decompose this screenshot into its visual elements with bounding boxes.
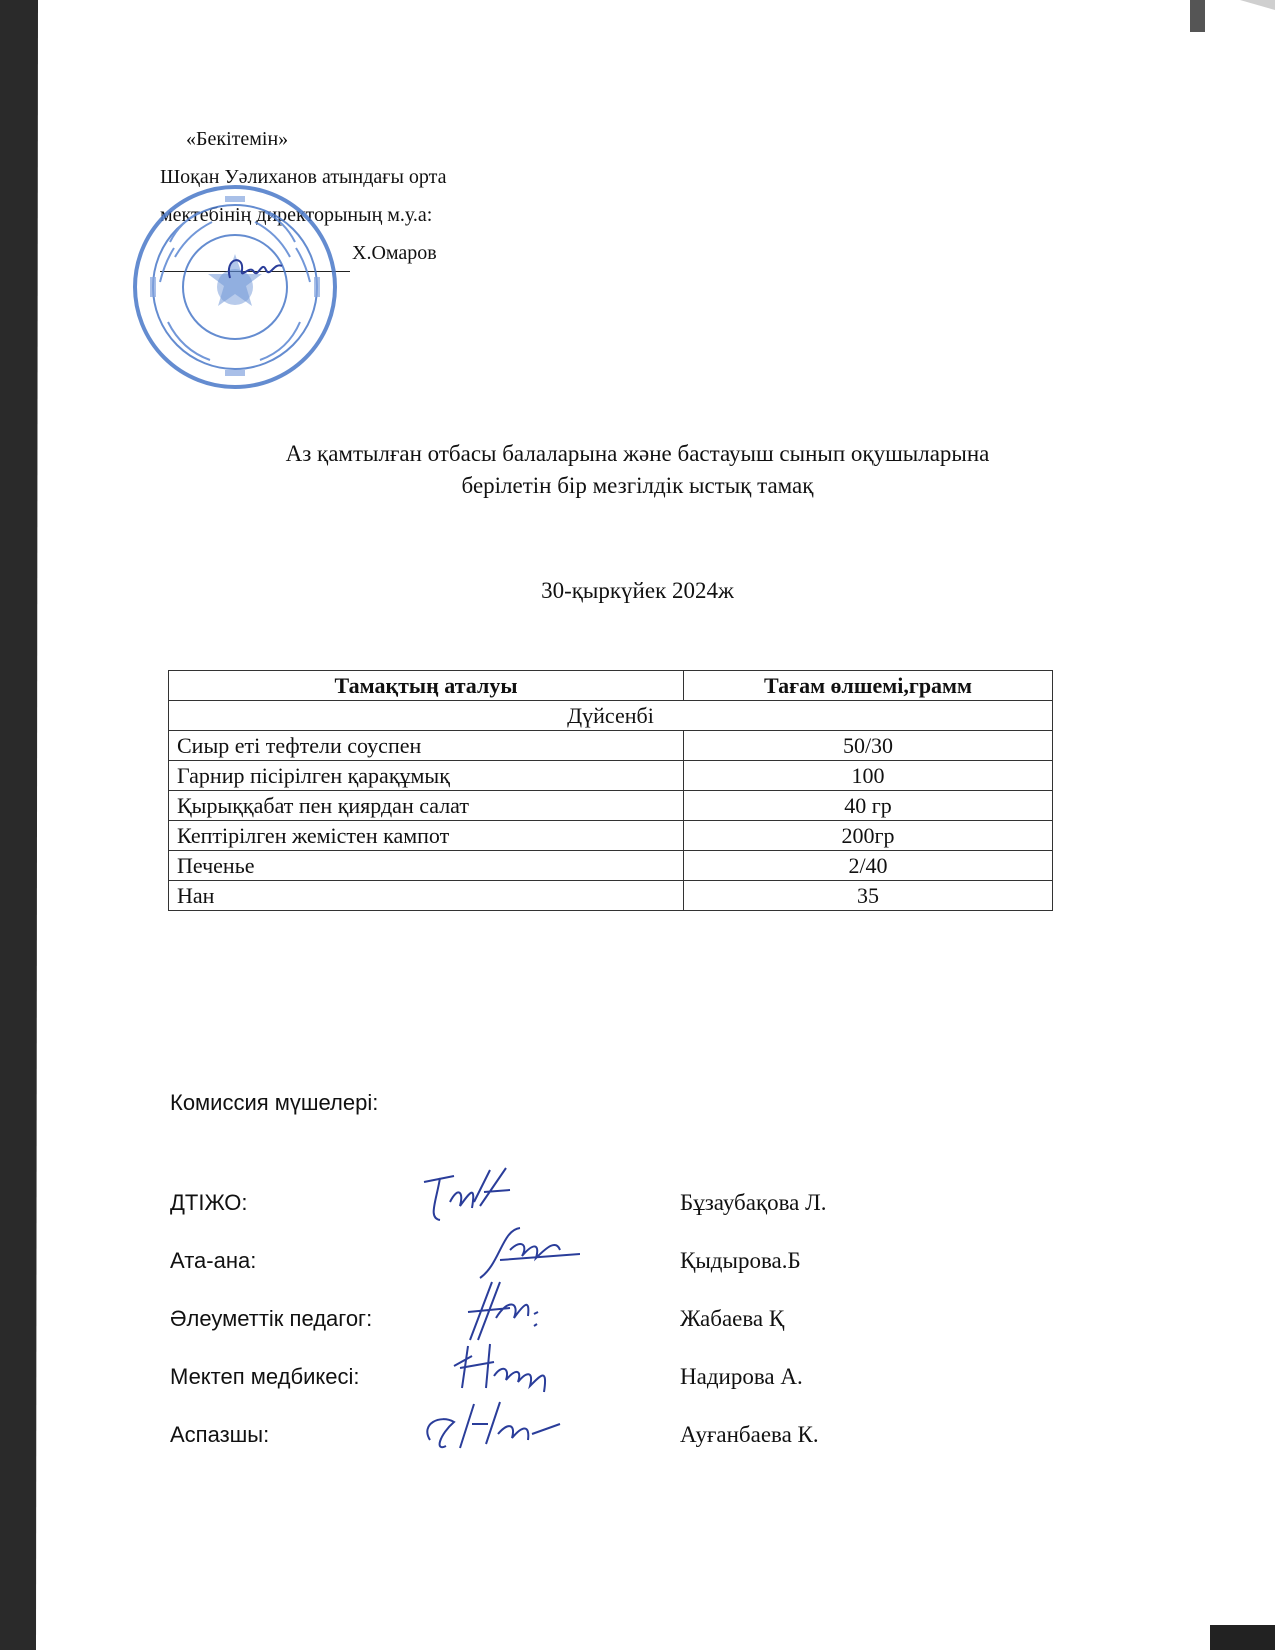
dish-name: Сиыр еті тефтели соуспен bbox=[169, 731, 684, 761]
heading-line-2: берілетін бір мезгілдік ыстық тамақ bbox=[461, 473, 814, 498]
dish-amount: 100 bbox=[684, 761, 1053, 791]
commission-member bbox=[170, 1306, 1070, 1346]
commission-title: Комиссия мүшелері: bbox=[170, 1090, 379, 1115]
dish-name: Печенье bbox=[169, 851, 684, 881]
signature-icon bbox=[410, 1394, 580, 1464]
dish-name: Кептірілген жемістен кампот bbox=[169, 821, 684, 851]
member-name: Ауғанбаева К. bbox=[680, 1422, 819, 1447]
document-heading bbox=[0, 438, 1275, 502]
member-role: ДТІЖО: bbox=[170, 1190, 248, 1215]
column-header-amount: Тағам өлшемі,грамм bbox=[684, 671, 1053, 701]
heading-line-1: Аз қамтылған отбасы балаларына және бастауыш сынып оқушыларына bbox=[285, 441, 990, 466]
approval-line-1: Шоқан Уәлиханов атындағы орта bbox=[160, 166, 447, 188]
member-role: Ата-ана: bbox=[170, 1248, 257, 1273]
dish-name: Гарнир пісірілген қарақұмық bbox=[169, 761, 684, 791]
document-date: 30-қыркүйек 2024ж bbox=[541, 578, 734, 603]
table-row bbox=[169, 791, 1053, 821]
column-header-name: Тамақтың аталуы bbox=[169, 671, 684, 701]
dish-amount: 35 bbox=[684, 881, 1053, 911]
table-row bbox=[169, 881, 1053, 911]
director-name: Х.Омаров bbox=[352, 242, 437, 264]
dish-amount: 2/40 bbox=[684, 851, 1053, 881]
approval-line-2: мектебінің директорының м.у.а: bbox=[160, 204, 433, 226]
table-row bbox=[169, 731, 1053, 761]
member-role: Әлеуметтік педагог: bbox=[170, 1306, 373, 1331]
member-name: Қыдырова.Б bbox=[680, 1248, 801, 1273]
menu-table-header bbox=[169, 671, 1053, 701]
table-row bbox=[169, 851, 1053, 881]
table-row bbox=[169, 761, 1053, 791]
director-signature-icon bbox=[222, 248, 292, 288]
dish-amount: 40 гр bbox=[684, 791, 1053, 821]
dish-amount: 50/30 bbox=[684, 731, 1053, 761]
dish-amount: 200гр bbox=[684, 821, 1053, 851]
member-role: Мектеп медбикесі: bbox=[170, 1364, 360, 1389]
commission-member bbox=[170, 1422, 1070, 1462]
menu-table bbox=[168, 670, 1053, 911]
commission-member bbox=[170, 1364, 1070, 1404]
day-row bbox=[169, 701, 1053, 731]
dish-name: Қырыққабат пен қиярдан салат bbox=[169, 791, 684, 821]
day-label: Дүйсенбі bbox=[169, 701, 1053, 731]
commission-member bbox=[170, 1190, 1070, 1230]
member-role: Аспазшы: bbox=[170, 1422, 270, 1447]
member-name: Надирова А. bbox=[680, 1364, 803, 1389]
dish-name: Нан bbox=[169, 881, 684, 911]
commission-member bbox=[170, 1248, 1070, 1288]
approval-title: «Бекітемін» bbox=[186, 128, 289, 150]
member-name: Жабаева Қ bbox=[680, 1306, 785, 1331]
member-name: Бұзаубақова Л. bbox=[680, 1190, 827, 1215]
table-row bbox=[169, 821, 1053, 851]
